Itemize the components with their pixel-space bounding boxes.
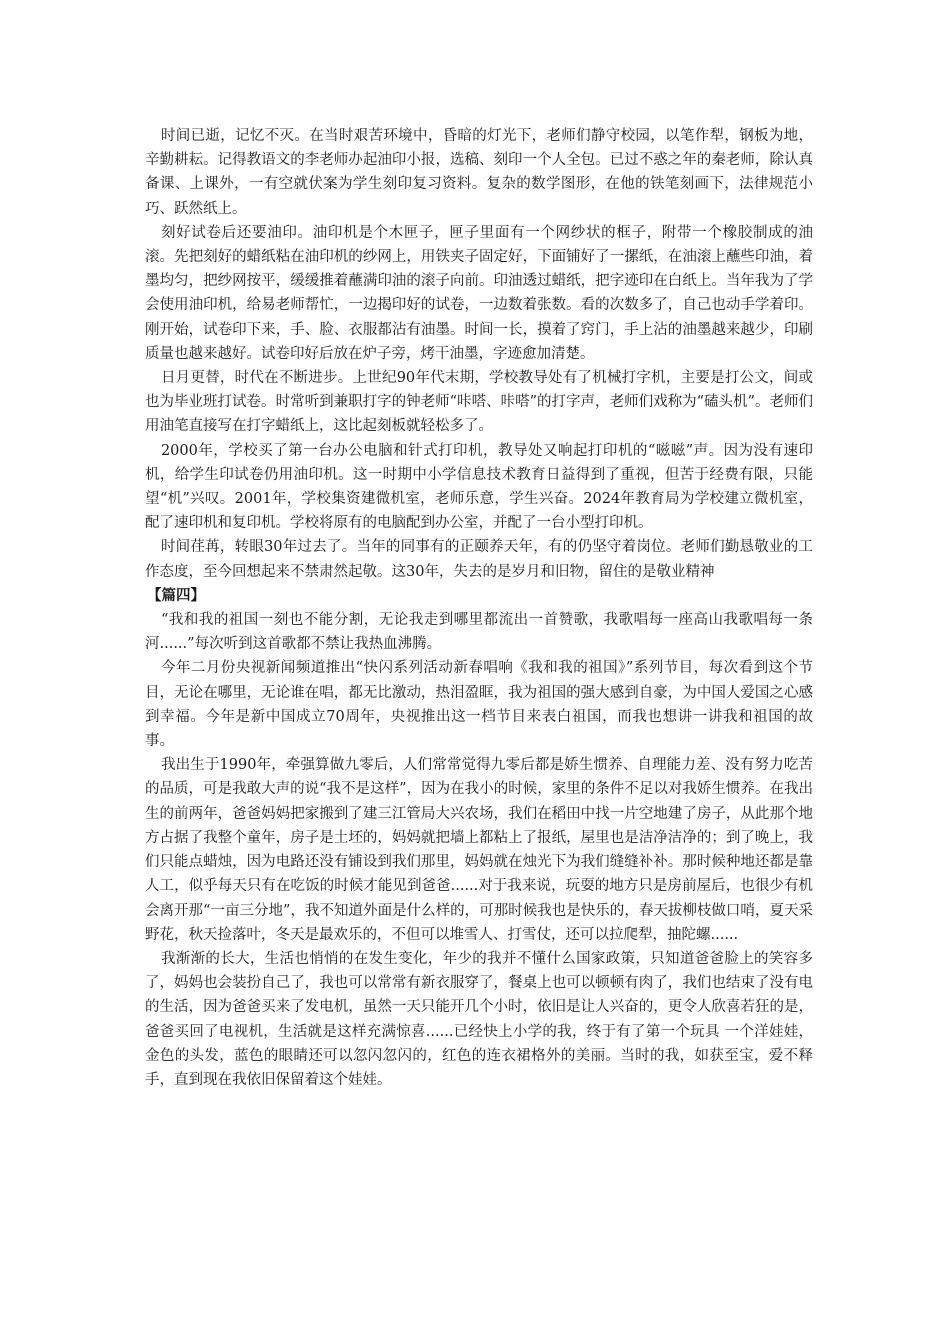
paragraph-mimeograph-printing: 刻好试卷后还要油印。油印机是个木匣子，匣子里面有一个网纱状的框子，附带一个橡胶制成的油滚。先把刻好的蜡纸粘在油印机的纱网上，用铁夹子固定好，下面铺好了一摞纸，在油滚上蘸些印油，着墨均匀，把纱网按平，缓缓推着蘸满印油的滚子向前。印油透过蜡纸，把字迹印在白纸上。当年我为了学会使用油印机，给易老师帮忙，一边揭印好的试卷，一边数着张数。看的次数多了，自己也动手学着印。刚开始，试卷印下来，手、脸、衣服都沾有油墨。时间一长，摸着了窍门，手上沾的油墨越来越少，印刷质量也越来越好。试卷印好后放在炉子旁，烤干油墨，字迹愈加清楚。	[145, 224, 813, 362]
paragraph-song-quote: “我和我的祖国一刻也不能分割，无论我走到哪里都流出一首赞歌，我歌唱每一座高山我歌唱每一条河......”每次听到这首歌都不禁让我热血沸腾。	[145, 612, 813, 653]
paragraph-growing-up: 我渐渐的长大，生活也悄悄的在发生变化，年少的我并不懂什么国家政策，只知道爸爸脸上的笑容多了，妈妈也会装扮自己了，我也可以常常有新衣服穿了，餐桌上也可以顿顿有肉了，我们也结束了没有电的生活，因为爸爸买来了发电机，虽然一天只能开几个小时，依旧是让人兴奋的，更令人欣喜若狂的是，爸爸买回了电视机，生活就是这样充满惊喜......已经快上小学的我，终于有了第一个玩具 一个洋娃娃，金色的头发，蓝色的眼睛还可以忽闪忽闪的，红色的连衣裙格外的美丽。当时的我，如获至宝，爱不释手，直到现在我依旧保留着这个娃娃。	[145, 950, 813, 1088]
paragraph-memory-teachers: 时间已逝，记忆不灭。在当时艰苦环境中，昏暗的灯光下，老师们静守校园，以笔作犁，钢板为地，辛勤耕耘。记得教语文的李老师办起油印小报，选稿、刻印一个人全包。已过不惑之年的秦老师，除认真备课、上课外，一有空就伏案为学生刻印复习资料。复杂的数学图形，在他的铁笔刻画下，法律规范小巧、跃然纸上。	[145, 128, 813, 217]
paragraph-typewriter-era: 日月更替，时代在不断进步。上世纪90年代末期，学校教导处有了机械打字机，主要是打公文，间或也为毕业班打试卷。时常听到兼职打字的钟老师“咔嗒、咔嗒”的打字声，老师们戏称为“磕头机”。老师们用油笔直接写在打字蜡纸上，这比起刻板就轻松多了。	[145, 370, 813, 435]
paragraph-thirty-years: 时间荏苒，转眼30年过去了。当年的同事有的正颐养天年，有的仍坚守着岗位。老师们勤恳敬业的工作态度，至今回想起来不禁肃然起敬。这30年，失去的是岁月和旧物，留住的是敬业精神	[145, 539, 813, 580]
document-body	[145, 124, 813, 1092]
paragraph-computer-era: 2000年，学校买了第一台办公电脑和针式打印机，教导处又响起打印机的“嗞嗞”声。因为没有速印机，给学生印试卷仍用油印机。这一时期中小学信息技术教育日益得到了重视，但苦于经费有限，只能望“机”兴叹。2001年，学校集资建微机室，老师乐意，学生兴奋。2024年教育局为学校建立微机室，配了速印机和复印机。学校将原有的电脑配到办公室，并配了一台小型打印机。	[145, 442, 813, 532]
paragraph-cctv-program: 今年二月份央视新闻频道推出“快闪系列活动新春唱响《我和我的祖国》”系列节目，每次看到这个节目，无论在哪里，无论谁在唱，都无比激动，热泪盈眶，我为祖国的强大感到自豪，为中国人爱国之心感到幸福。今年是新中国成立70周年，央视推出这一档节目来表白祖国，而我也想讲一讲我和祖国的故事。	[145, 660, 813, 750]
paragraph-childhood: 我出生于1990年，牵强算做九零后，人们常常觉得九零后都是娇生惯养、自理能力差、没有努力吃苦的品质，可是我敢大声的说“我不是这样”，因为在我小的时候，家里的条件不足以对我娇生惯养。在我出生的前两年，爸爸妈妈把家搬到了建三江管局大兴农场，我们在稻田中找一片空地建了房子，从此那个地方占据了我整个童年，房子是土坯的，妈妈就把墙上都粘上了报纸，屋里也是洁净洁净的；到了晚上，我们只能点蜡烛，因为电路还没有铺设到我们那里，妈妈就在烛光下为我们缝缝补补。那时候种地还都是靠人工，似乎每天只有在吃饭的时候才能见到爸爸......对于我来说，玩耍的地方只是房前屋后，也很少有机会离开那“一亩三分地”，我不知道外面是什么样的，可那时候我也是快乐的，春天拔柳枝做口哨，夏天采野花，秋天捡落叶，冬天是最欢乐的，不但可以堆雪人、打雪仗，还可以拉爬犁，抽陀螺......	[145, 757, 813, 943]
section-heading: 【篇四】	[147, 586, 205, 604]
